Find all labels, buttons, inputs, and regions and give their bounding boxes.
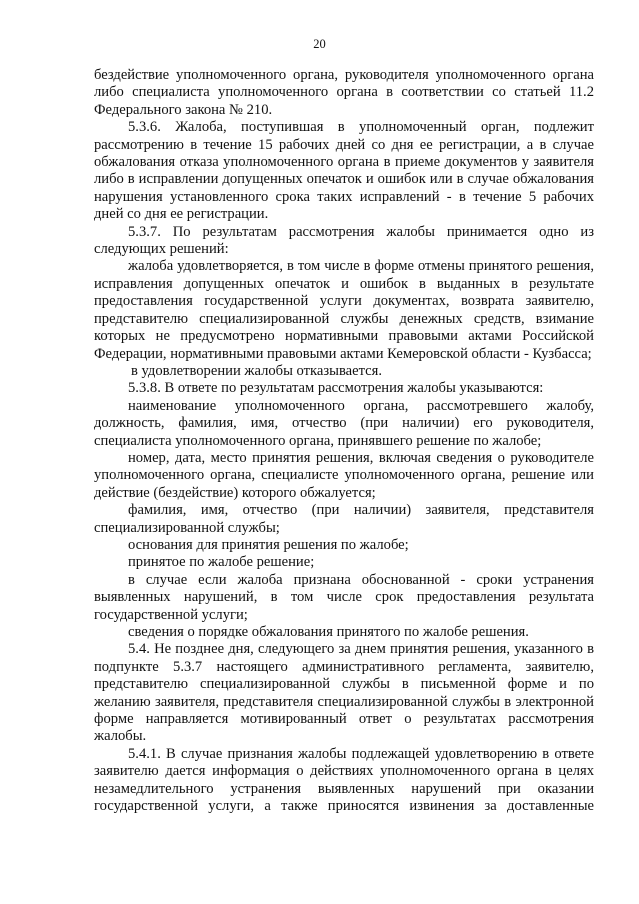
paragraph-continuation: бездействие уполномоченного органа, руководителя уполномоченного органа либо специалиста уполномоченного органа в соответствии со статьей 11.2 Федерального закона № 210. xyxy=(94,67,594,118)
paragraph-5-3-7: 5.3.7. По результатам рассмотрения жалобы принимается одно из следующих решений: xyxy=(94,223,594,258)
paragraph-5-4-1: 5.4.1. В случае признания жалобы подлежащей удовлетворению в ответе заявителю дается информация о действиях уполномоченного органа в целях незамедлительного устранения выявленных нарушений при оказании государственной услуги, а также приносятся извинения за доставленные xyxy=(94,745,594,815)
list-item-decision-taken: принятое по жалобе решение; xyxy=(128,554,315,571)
paragraph-5-3-6: 5.3.6. Жалоба, поступившая в уполномоченный орган, подлежит рассмотрению в течение 15 рабочих дней со дня ее регистрации, а в случае обжалования отказа уполномоченного органа в приеме документов у заявителя либо в исправлении допущенных опечаток и ошибок или в случае обжалования нарушения установленного срока таких исправлений - в течение 5 рабочих дней со дня ее регистрации. xyxy=(94,119,594,223)
list-item-complaint-refused: в удовлетворении жалобы отказывается. xyxy=(131,362,383,379)
list-item-authority-name: наименование уполномоченного органа, рассмотревшего жалобу, должность, фамилия, имя, отчество (при наличии) его руководителя, специалиста уполномоченного органа, принявшего решение по жалобе; xyxy=(94,397,594,449)
list-item-applicant-name: фамилия, имя, отчество (при наличии) заявителя, представителя специализированной службы; xyxy=(94,502,594,536)
paragraph-5-3-8: 5.3.8. В ответе по результатам рассмотрения жалобы указываются: xyxy=(128,380,544,397)
list-item-complaint-satisfied: жалоба удовлетворяется, в том числе в форме отмены принятого решения, исправления допущенных опечаток и ошибок в выданных в результате предоставления государственной услуги документах, возврата заявителю, представителю специализированной службы денежных средств, взимание которых не предусмотрено нормативными правовыми актами Российской Федерации, нормативными правовыми актами Кемеровской области - Кузбасса; xyxy=(94,258,594,362)
page-body xyxy=(94,67,594,815)
list-item-justified-complaint: в случае если жалоба признана обоснованной - сроки устранения выявленных нарушений, в том числе срок предоставления результата государственной услуги; xyxy=(94,571,594,623)
list-item-decision-number: номер, дата, место принятия решения, включая сведения о руководителе уполномоченного органа, специалисте уполномоченного органа, решение или действие (бездействие) которого обжалуется; xyxy=(94,449,594,501)
paragraph-5-4: 5.4. Не позднее дня, следующего за днем принятия решения, указанного в подпункте 5.3.7 настоящего административного регламента, заявителю, представителю специализированной службы в письменной форме и по желанию заявителя, представителя специализированной службы в электронной форме направляется мотивированный ответ о результатах рассмотрения жалобы. xyxy=(94,641,594,745)
page-number: 20 xyxy=(313,37,326,51)
list-item-appeal-procedure: сведения о порядке обжалования принятого по жалобе решения. xyxy=(128,624,529,640)
list-item-decision-grounds: основания для принятия решения по жалобе; xyxy=(128,536,409,553)
